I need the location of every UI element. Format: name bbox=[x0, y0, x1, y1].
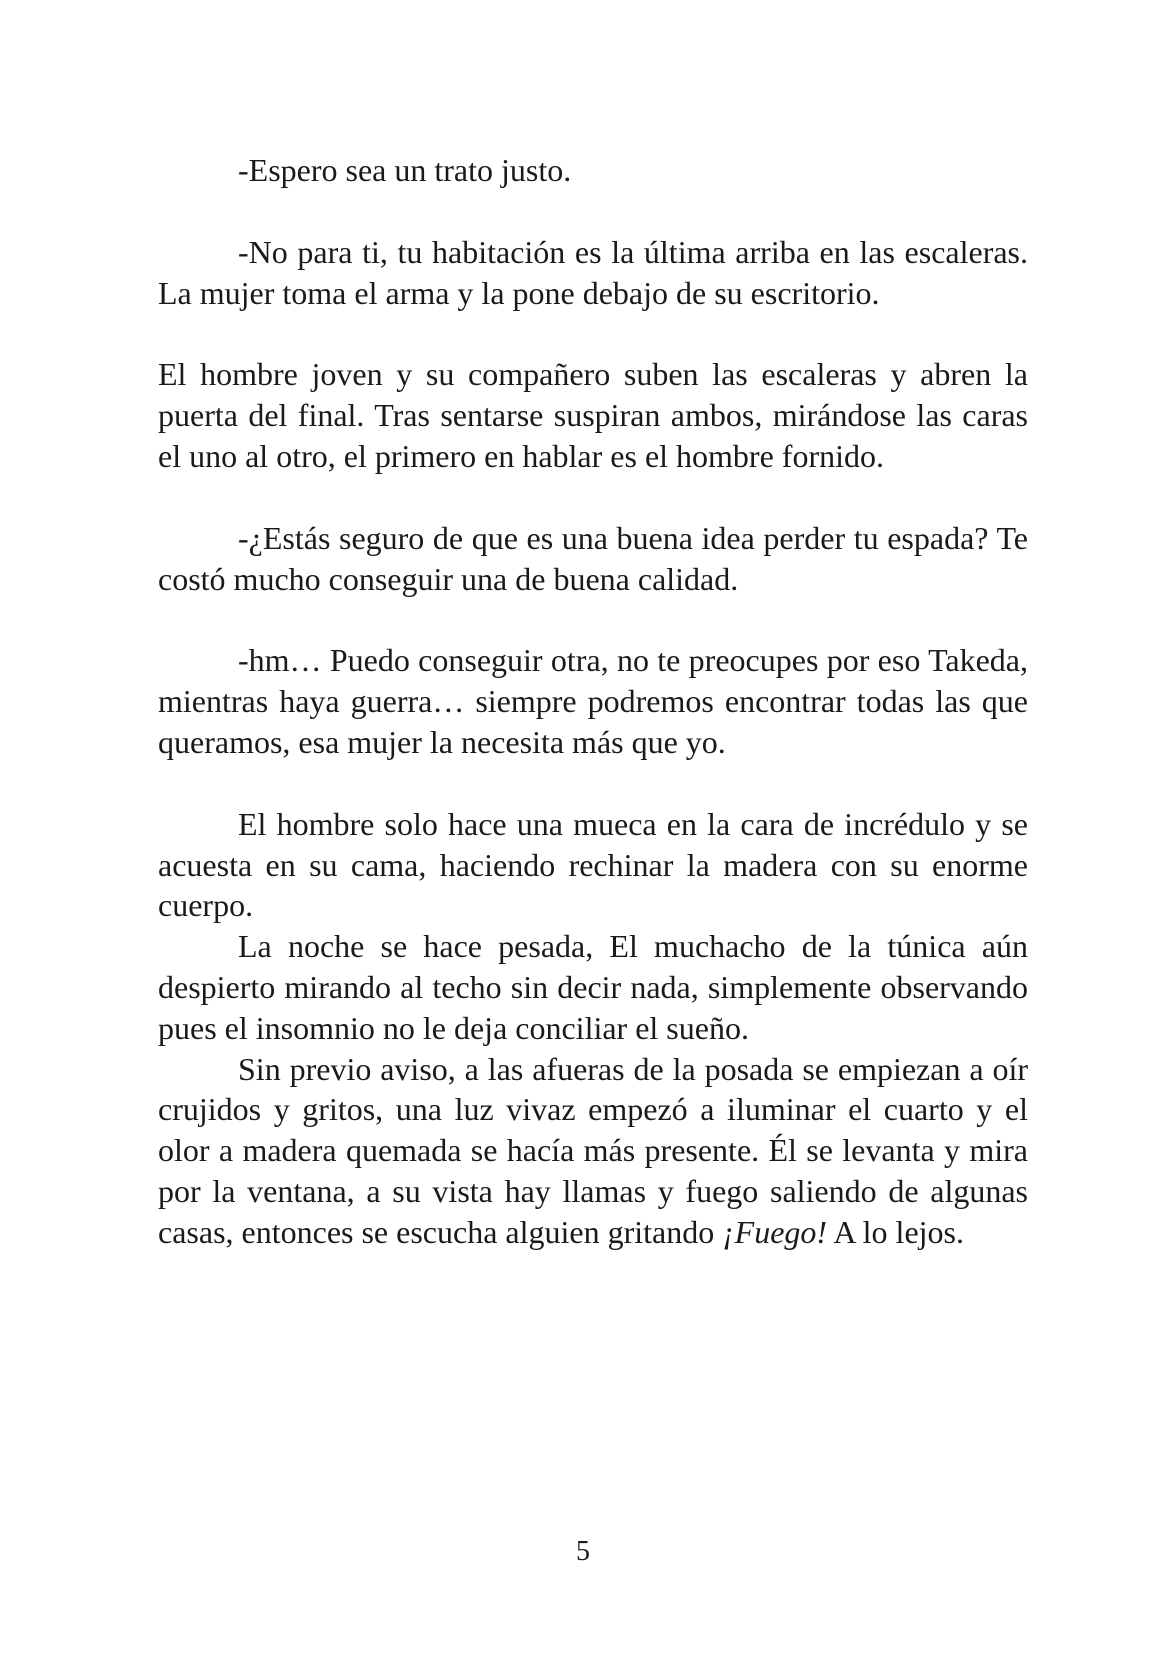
paragraph-espero: -Espero sea un trato justo. bbox=[238, 152, 572, 188]
paragraph-hombre-joven: El hombre joven y su compañero suben las escaleras y abren la puerta del final. Tras sentarse suspiran ambos, mirándose las caras el uno al otro, el primero en hablar es el hombre fornido. bbox=[158, 356, 1028, 474]
paragraph-text-before: Sin previo aviso, a las afueras de la posada se empiezan a oír crujidos y gritos, una luz vivaz empezó a iluminar el cuarto y el olor a madera quemada se hacía más presente. Él se levanta y mira por la ventana, a su vista hay llamas y fuego saliendo de algunas casas, entonces se escucha alguien gritando bbox=[158, 1050, 1028, 1250]
paragraph-estas-seguro: -¿Estás seguro de que es una buena idea perder tu espada? Te costó mucho conseguir una de buena calidad. bbox=[158, 519, 1028, 597]
page-number: 5 bbox=[576, 1536, 590, 1567]
paragraph-mueca: El hombre solo hace una mueca en la cara de incrédulo y se acuesta en su cama, haciendo rechinar la madera con su enorme cuerpo. bbox=[158, 805, 1028, 924]
paragraph-noche: La noche se hace pesada, El muchacho de la túnica aún despierto mirando al techo sin decir nada, simplemente observando pues el insomnio no le deja conciliar el sueño. bbox=[158, 928, 1028, 1046]
shout-italic: ¡Fuego! bbox=[722, 1213, 828, 1250]
paragraph-text-after: A lo lejos. bbox=[827, 1213, 964, 1250]
paragraph-no-para-ti: -No para ti, tu habitación es la última arriba en las escaleras. La mujer toma el arma y la pone debajo de su escritorio. bbox=[158, 233, 1028, 311]
paragraph-hm: -hm… Puedo conseguir otra, no te preocupes por eso Takeda, mientras haya guerra… siempre podremos encontrar todas las que queramos, esa mujer la necesita más que yo. bbox=[158, 642, 1028, 760]
body-text bbox=[158, 150, 1028, 1253]
paragraph-sin-previo-aviso bbox=[158, 1049, 1028, 1253]
